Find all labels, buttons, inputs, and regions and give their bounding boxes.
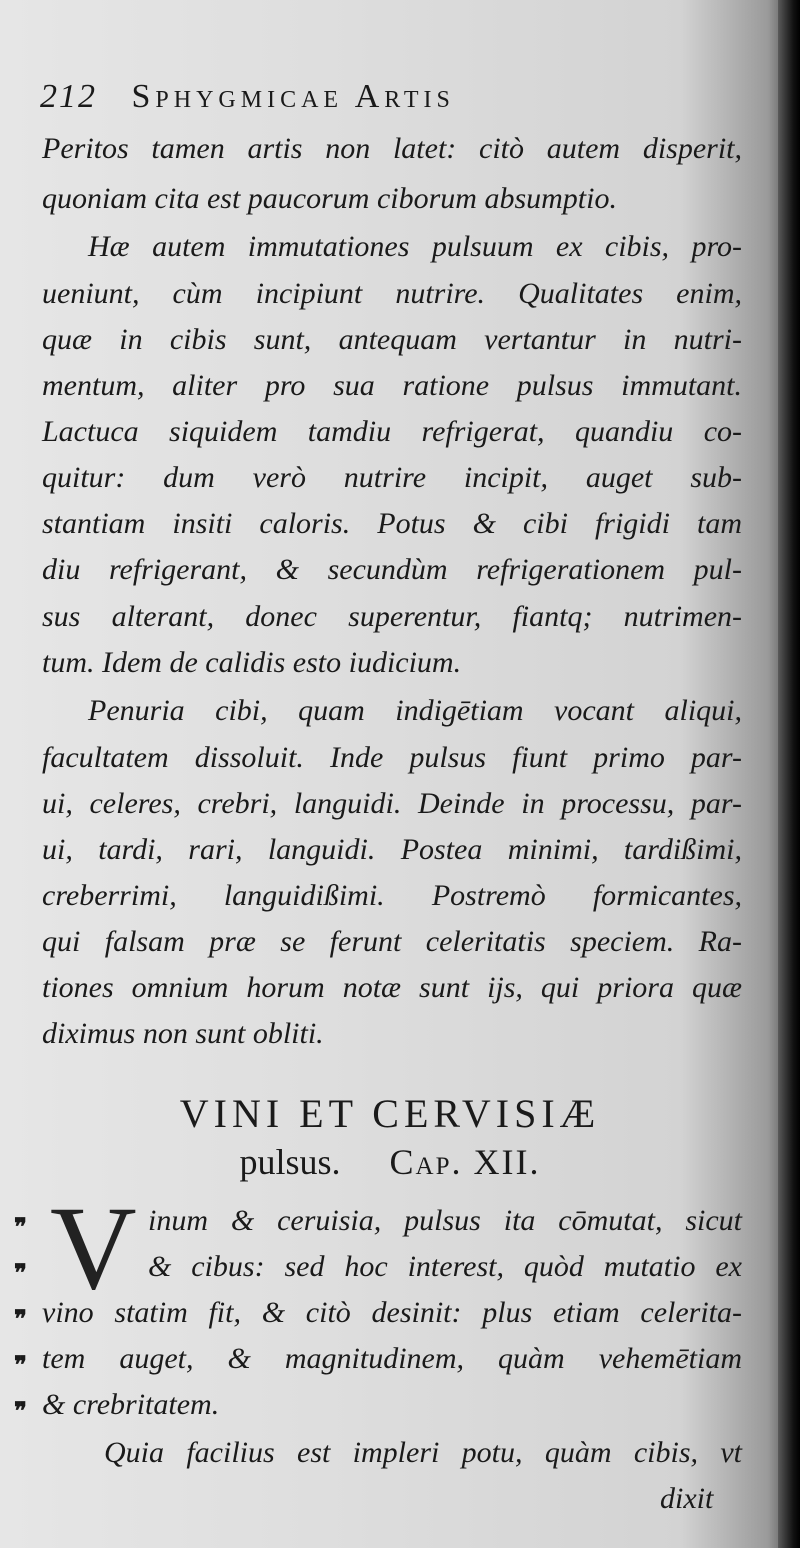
book-binding	[778, 0, 800, 1548]
text-line: & crebritatem.	[42, 1388, 220, 1421]
text-line: diu refrigerant, & secundùm refrigerationem pul-	[42, 553, 742, 586]
text-line: ui, tardi, rari, languidi. Postea minimi, tardißimi,	[42, 833, 742, 866]
text-line: creberrimi, languidißimi. Postremò formicantes,	[42, 879, 742, 912]
quotation-marker: ❞	[14, 1307, 27, 1333]
text-line: diximus non sunt obliti.	[42, 1017, 324, 1050]
text-line: tem auget, & magnitudinem, quàm vehemētiam	[42, 1342, 742, 1375]
text-line: Quia facilius est impleri potu, quàm cibis, vt	[104, 1436, 742, 1469]
text-line: quoniam cita est paucorum ciborum absumptio.	[42, 182, 617, 215]
text-line: Penuria cibi, quam indigētiam vocant aliqui,	[88, 694, 742, 727]
text-line: ueniunt, cùm incipiunt nutrire. Qualitates enim,	[42, 277, 742, 310]
text-line: & cibus: sed hoc interest, quòd mutatio ex	[148, 1250, 742, 1283]
chapter-subtitle-text: pulsus.	[239, 1142, 341, 1182]
text-line: quæ in cibis sunt, antequam vertantur in nutri-	[42, 323, 742, 356]
page-number: 212	[40, 78, 97, 115]
text-line: Peritos tamen artis non latet: citò autem disperit,	[42, 132, 742, 165]
text-line: Lactuca siquidem tamdiu refrigerat, quandiu co-	[42, 415, 742, 448]
text-line: inum & ceruisia, pulsus ita cōmutat, sicut	[148, 1204, 742, 1237]
chapter-number: Cap. XII.	[389, 1142, 541, 1182]
text-line: facultatem dissoluit. Inde pulsus fiunt primo par-	[42, 741, 742, 774]
text-line: vino statim fit, & citò desinit: plus etiam celerita-	[42, 1296, 742, 1329]
quotation-marker: ❞	[14, 1261, 27, 1287]
text-line: mentum, aliter pro sua ratione pulsus immutant.	[42, 369, 742, 402]
chapter-subtitle	[40, 1144, 740, 1180]
quotation-marker: ❞	[14, 1353, 27, 1379]
text-line: Hæ autem immutationes pulsuum ex cibis, pro-	[88, 230, 742, 263]
catchword: dixit	[660, 1482, 714, 1515]
text-line: stantiam insiti caloris. Potus & cibi frigidi tam	[42, 507, 742, 540]
text-line: tiones omnium horum notæ sunt ijs, qui priora quæ	[42, 971, 742, 1004]
text-line: qui falsam præ se ferunt celeritatis speciem. Ra-	[42, 925, 742, 958]
drop-cap: V	[50, 1181, 137, 1314]
quotation-marker: ❞	[14, 1399, 27, 1425]
quotation-marker: ❞	[14, 1215, 27, 1241]
page-header	[40, 78, 650, 116]
text-line: tum. Idem de calidis esto iudicium.	[42, 646, 462, 679]
text-line: quitur: dum verò nutrire incipit, auget sub-	[42, 461, 742, 494]
chapter-title: VINI ET CERVISIÆ	[179, 1091, 601, 1136]
running-title: Sphygmicae Artis	[131, 78, 455, 115]
text-line: sus alterant, donec superentur, fiantq; nutrimen-	[42, 600, 742, 633]
text-line: ui, celeres, crebri, languidi. Deinde in processu, par-	[42, 787, 742, 820]
